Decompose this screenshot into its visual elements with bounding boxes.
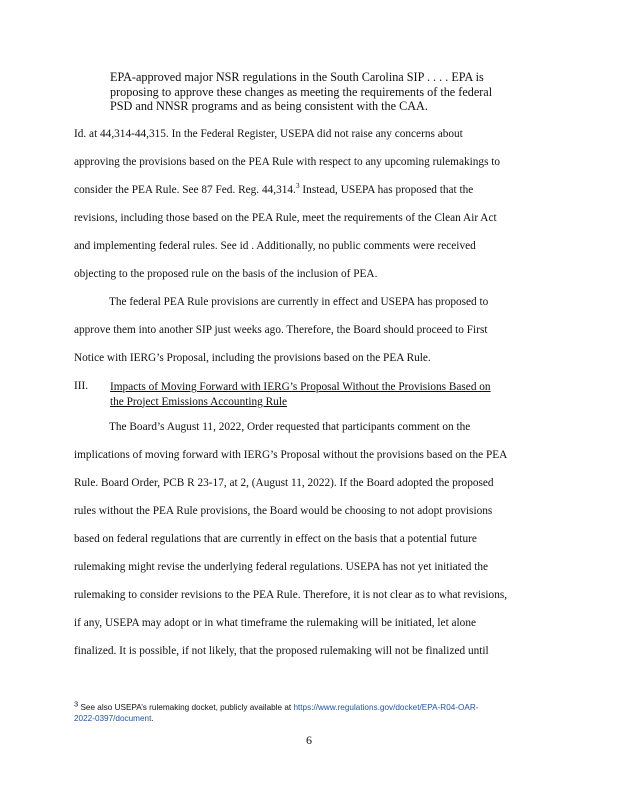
quote-line: proposing to approve these changes as meeting the requirements of the federal bbox=[110, 84, 493, 99]
page-number: 6 bbox=[306, 733, 312, 747]
body-line: Id. at 44,314-44,315. In the Federal Register, USEPA did not raise any concerns about bbox=[74, 128, 463, 140]
body-line: and implementing federal rules. See id . Additionally, no public comments were received bbox=[74, 240, 476, 252]
footnote-end: . bbox=[151, 714, 154, 723]
footnote-link[interactable]: 2022-0397/document bbox=[74, 714, 152, 723]
footnote-link[interactable]: https://www.regulations.gov/docket/EPA-R04-OAR- bbox=[293, 703, 479, 712]
footnote-text: See also USEPA’s rulemaking docket, publicly available at bbox=[78, 703, 294, 712]
heading-line: the Project Emissions Accounting Rule bbox=[110, 395, 287, 408]
body-line: approving the provisions based on the PEA Rule with respect to any upcoming rulemakings to bbox=[74, 156, 501, 168]
body-line: The Board’s August 11, 2022, Order requested that participants comment on the bbox=[109, 421, 471, 433]
body-line: Rule. Board Order, PCB R 23-17, at 2, (August 11, 2022). If the Board adopted the proposed bbox=[74, 477, 494, 489]
body-line: The federal PEA Rule provisions are currently in effect and USEPA has proposed to bbox=[109, 296, 489, 308]
body-line: finalized. It is possible, if not likely, that the proposed rulemaking will not be finalized until bbox=[74, 645, 489, 657]
body-text: Instead, USEPA has proposed that the bbox=[299, 184, 474, 196]
body-text: consider the PEA Rule. See 87 Fed. Reg. 44,314. bbox=[74, 184, 296, 196]
quote-line: EPA-approved major NSR regulations in the South Carolina SIP . . . . EPA is bbox=[110, 70, 484, 84]
footnote-marker: 3 bbox=[74, 699, 79, 709]
body-line: rules without the PEA Rule provisions, the Board would be choosing to not adopt provisions bbox=[74, 505, 493, 517]
heading-line: Impacts of Moving Forward with IERG’s Proposal Without the Provisions Based on bbox=[110, 381, 491, 393]
body-line: revisions, including those based on the PEA Rule, meet the requirements of the Clean Air Act bbox=[74, 212, 497, 224]
body-line: implications of moving forward with IERG’s Proposal without the provisions based on the PEA bbox=[74, 449, 508, 461]
body-line: objecting to the proposed rule on the basis of the inclusion of PEA. bbox=[74, 268, 378, 280]
footnote bbox=[74, 699, 554, 724]
body-line: based on federal regulations that are currently in effect on the basis that a potential future bbox=[74, 533, 477, 545]
section-heading bbox=[110, 380, 570, 409]
section-number: III. bbox=[74, 380, 89, 392]
quote-line: PSD and NNSR programs and as being consistent with the CAA. bbox=[110, 99, 428, 113]
body-line: if any, USEPA may adopt or in what timeframe the rulemaking will be initiated, let alone bbox=[74, 617, 476, 629]
body-line: approve them into another SIP just weeks ago. Therefore, the Board should proceed to First bbox=[74, 324, 488, 336]
body-line bbox=[74, 183, 473, 197]
body-line: rulemaking to consider revisions to the PEA Rule. Therefore, it is not clear as to what revisions, bbox=[74, 589, 508, 601]
block-quote bbox=[110, 70, 530, 114]
footnote-ref: 3 bbox=[295, 181, 300, 191]
body-line: rulemaking might revise the underlying federal regulations. USEPA has not yet initiated the bbox=[74, 561, 489, 573]
body-line: Notice with IERG’s Proposal, including the provisions based on the PEA Rule. bbox=[74, 352, 431, 364]
